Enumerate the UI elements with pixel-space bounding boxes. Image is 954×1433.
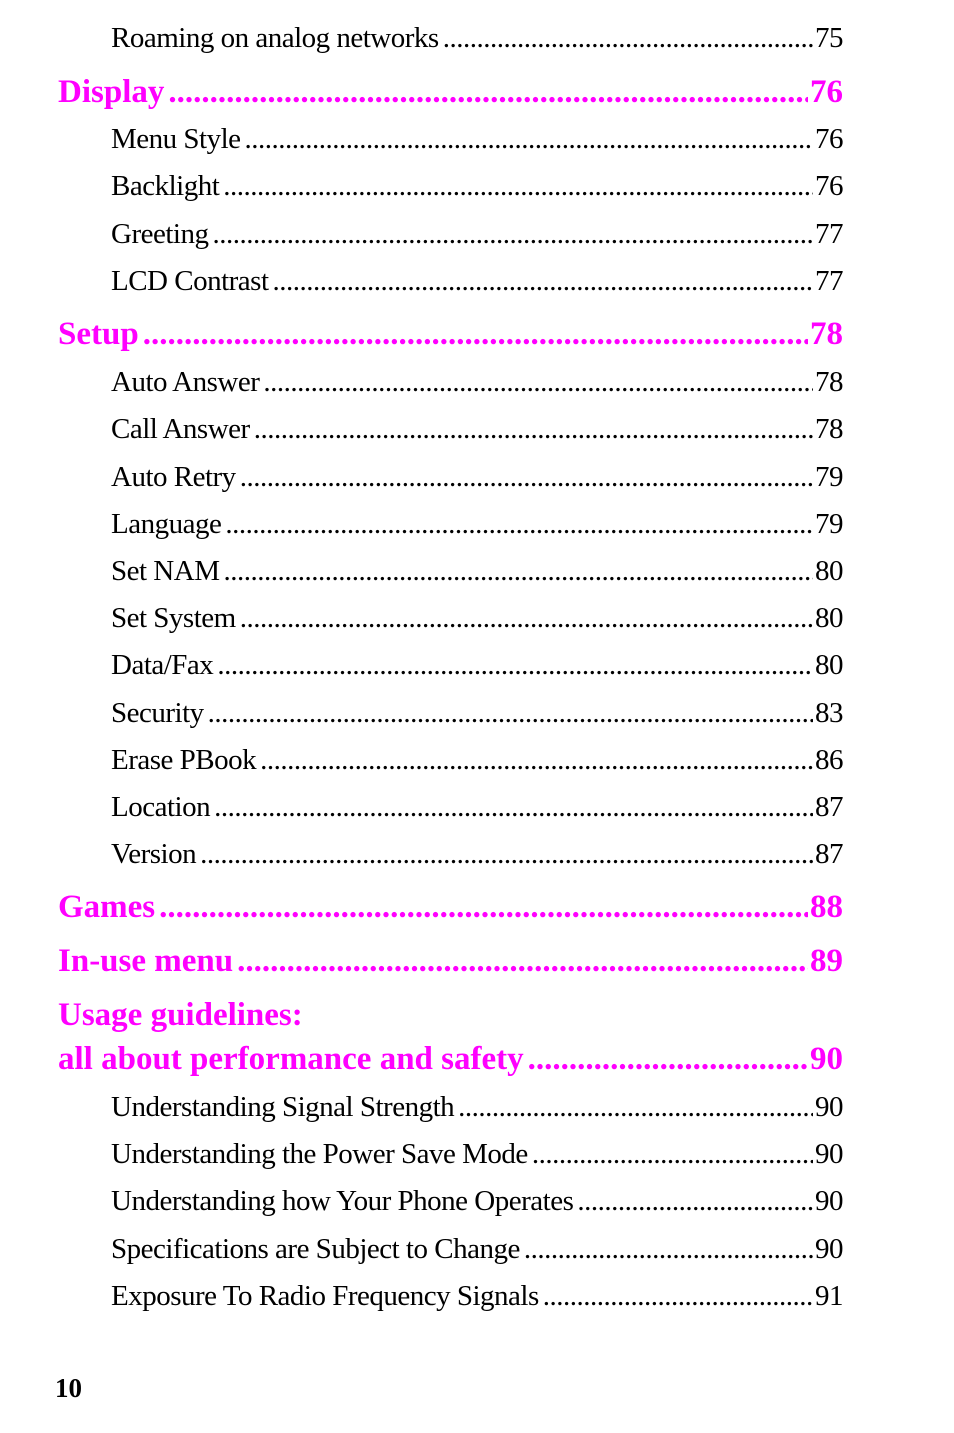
dot-leader bbox=[208, 697, 813, 730]
toc-entry-label: Erase PBook bbox=[111, 744, 257, 776]
toc-entry-page: 76 bbox=[815, 170, 843, 202]
toc-section-label: Games bbox=[58, 889, 156, 925]
toc-section-page: 78 bbox=[810, 316, 843, 352]
toc-entry-page: 77 bbox=[815, 265, 843, 297]
toc-section-display[interactable] bbox=[58, 74, 843, 111]
toc-entry-language[interactable] bbox=[111, 508, 843, 541]
toc-entry-power-save[interactable] bbox=[111, 1138, 843, 1171]
toc-entry-rf-exposure[interactable] bbox=[111, 1280, 843, 1313]
toc-entry-page: 90 bbox=[815, 1091, 843, 1123]
toc-section-label: Setup bbox=[58, 316, 139, 352]
toc-entry-label: Menu Style bbox=[111, 123, 241, 155]
toc-entry-page: 75 bbox=[815, 22, 843, 54]
toc-entry-label: Backlight bbox=[111, 170, 220, 202]
toc-entry-phone-operates[interactable] bbox=[111, 1185, 843, 1218]
toc-entry-page: 90 bbox=[815, 1233, 843, 1265]
dot-leader bbox=[240, 461, 813, 494]
dot-leader bbox=[543, 1280, 813, 1313]
toc-entry-page: 90 bbox=[815, 1138, 843, 1170]
dot-leader bbox=[273, 265, 813, 298]
dot-leader bbox=[458, 1091, 813, 1124]
toc-entry-page: 77 bbox=[815, 218, 843, 250]
toc-entry-lcd-contrast[interactable] bbox=[111, 265, 843, 298]
toc-entry-label: Exposure To Radio Frequency Signals bbox=[111, 1280, 539, 1312]
toc-entry-page: 78 bbox=[815, 413, 843, 445]
toc-entry-greeting[interactable] bbox=[111, 218, 843, 251]
toc-entry-roaming[interactable] bbox=[111, 22, 843, 55]
toc-entry-set-nam[interactable] bbox=[111, 555, 843, 588]
dot-leader bbox=[223, 170, 813, 203]
toc-entry-version[interactable] bbox=[111, 838, 843, 871]
toc-section-label: all about performance and safety bbox=[58, 1041, 524, 1077]
toc-entry-page: 87 bbox=[815, 838, 843, 870]
toc-entry-label: Understanding the Power Save Mode bbox=[111, 1138, 528, 1170]
toc-entry-label: Location bbox=[111, 791, 211, 823]
toc-entry-signal-strength[interactable] bbox=[111, 1091, 843, 1124]
toc-section-usage-guidelines[interactable] bbox=[58, 1041, 843, 1078]
toc-section-page: 89 bbox=[810, 943, 843, 979]
toc-entry-label: Security bbox=[111, 697, 204, 729]
dot-leader bbox=[528, 1041, 808, 1078]
toc-section-label: Display bbox=[58, 74, 165, 110]
toc-entry-label: Set System bbox=[111, 602, 236, 634]
toc-entry-label: Language bbox=[111, 508, 222, 540]
toc-section-page: 90 bbox=[810, 1041, 843, 1077]
dot-leader bbox=[143, 316, 808, 353]
dot-leader bbox=[254, 413, 813, 446]
toc-entry-page: 91 bbox=[815, 1280, 843, 1312]
page-number: 10 bbox=[55, 1373, 82, 1403]
dot-leader bbox=[245, 123, 813, 156]
toc-entry-label: LCD Contrast bbox=[111, 265, 269, 297]
dot-leader bbox=[532, 1138, 813, 1171]
dot-leader bbox=[217, 649, 813, 682]
toc-entry-label: Understanding how Your Phone Operates bbox=[111, 1185, 574, 1217]
toc-entry-auto-retry[interactable] bbox=[111, 461, 843, 494]
toc-entry-label: Specifications are Subject to Change bbox=[111, 1233, 520, 1265]
dot-leader bbox=[212, 218, 813, 251]
toc-section-in-use-menu[interactable] bbox=[58, 943, 843, 980]
toc-entry-label: Understanding Signal Strength bbox=[111, 1091, 455, 1123]
dot-leader bbox=[240, 602, 813, 635]
toc-entry-page: 80 bbox=[815, 602, 843, 634]
toc-entry-call-answer[interactable] bbox=[111, 413, 843, 446]
toc-entry-page: 80 bbox=[815, 649, 843, 681]
toc-entry-label: Auto Retry bbox=[111, 461, 236, 493]
toc-entry-label: Roaming on analog networks bbox=[111, 22, 439, 54]
toc-entry-page: 86 bbox=[815, 744, 843, 776]
toc-entry-label: Set NAM bbox=[111, 555, 220, 587]
toc-section-games[interactable] bbox=[58, 889, 843, 926]
toc-section-usage-line1[interactable]: Usage guidelines: bbox=[58, 997, 303, 1033]
toc-section-label: In-use menu bbox=[58, 943, 234, 979]
toc-entry-menu-style[interactable] bbox=[111, 123, 843, 156]
dot-leader bbox=[443, 22, 813, 55]
toc-entry-page: 87 bbox=[815, 791, 843, 823]
toc-entry-label: Auto Answer bbox=[111, 366, 260, 398]
dot-leader bbox=[223, 555, 813, 588]
dot-leader bbox=[214, 791, 813, 824]
toc-entry-page: 83 bbox=[815, 697, 843, 729]
toc-section-setup[interactable] bbox=[58, 316, 843, 353]
toc-entry-location[interactable] bbox=[111, 791, 843, 824]
toc-entry-auto-answer[interactable] bbox=[111, 366, 843, 399]
toc-entry-set-system[interactable] bbox=[111, 602, 843, 635]
toc-entry-page: 78 bbox=[815, 366, 843, 398]
toc-entry-label: Data/Fax bbox=[111, 649, 214, 681]
dot-leader bbox=[577, 1185, 813, 1218]
dot-leader bbox=[200, 838, 813, 871]
toc-entry-page: 76 bbox=[815, 123, 843, 155]
toc-entry-label: Call Answer bbox=[111, 413, 250, 445]
toc-entry-page: 79 bbox=[815, 461, 843, 493]
dot-leader bbox=[237, 943, 808, 980]
toc-entry-page: 90 bbox=[815, 1185, 843, 1217]
dot-leader bbox=[225, 508, 813, 541]
dot-leader bbox=[263, 366, 813, 399]
toc-section-page: 76 bbox=[810, 74, 843, 110]
dot-leader bbox=[168, 74, 808, 111]
toc-entry-backlight[interactable] bbox=[111, 170, 843, 203]
dot-leader bbox=[524, 1233, 813, 1266]
toc-entry-page: 80 bbox=[815, 555, 843, 587]
toc-entry-erase-pbook[interactable] bbox=[111, 744, 843, 777]
toc-entry-page: 79 bbox=[815, 508, 843, 540]
toc-entry-label: Greeting bbox=[111, 218, 209, 250]
toc-entry-label: Version bbox=[111, 838, 197, 870]
toc-section-page: 88 bbox=[810, 889, 843, 925]
toc-entry-security[interactable] bbox=[111, 697, 843, 730]
toc-entry-data-fax[interactable] bbox=[111, 649, 843, 682]
dot-leader bbox=[159, 889, 808, 926]
dot-leader bbox=[260, 744, 813, 777]
toc-entry-specifications[interactable] bbox=[111, 1233, 843, 1266]
